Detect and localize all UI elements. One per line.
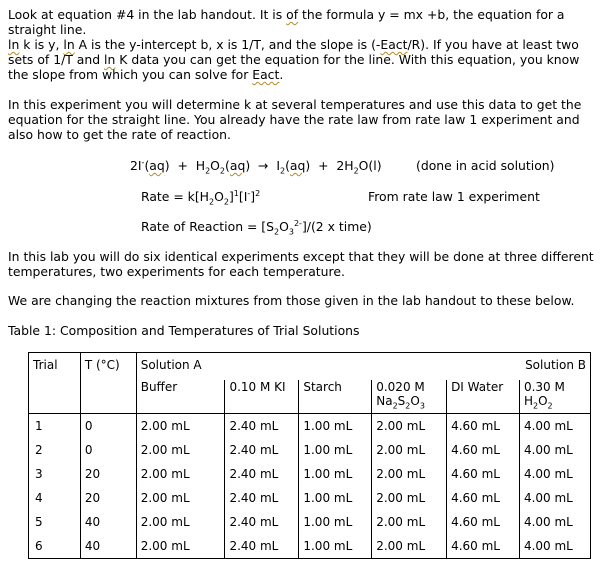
table-cell: 4.00 mL (519, 438, 590, 462)
table-cell: 4.00 mL (519, 534, 590, 559)
table-cell: 2.40 mL (225, 510, 299, 534)
table-cell: 4.60 mL (447, 414, 520, 439)
header-di-water: DI Water (447, 380, 520, 414)
header-solution-b: Solution B (525, 358, 586, 372)
table-cell: 3 (35, 467, 43, 481)
rate-of-reaction-formula: Rate of Reaction = $[S_2O_3^{2-}]/(2$ x time) (141, 218, 372, 237)
table-cell: 2 (35, 443, 43, 457)
table-row (29, 438, 591, 462)
table-cell: 4.60 mL (447, 510, 520, 534)
table-row (29, 510, 591, 534)
header-buffer: Buffer (136, 380, 225, 414)
table-row (29, 414, 591, 439)
paragraph-six-experiments: In this lab you will do six identical experiments except that they will be done at three different temperatures, two experiments for each temperature. (8, 249, 594, 279)
table-cell: 4 (35, 491, 43, 505)
header-starch: Starch (299, 380, 372, 414)
rate-law: Rate = $k[H_2O_2]^1[I^-]^2$ (141, 188, 261, 207)
table-cell: 2.00 mL (136, 438, 225, 462)
header-ki: 0.10 M KI (225, 380, 299, 414)
table-cell: 5 (35, 515, 43, 529)
table-cell: 2.40 mL (225, 414, 299, 439)
table-cell: 4.60 mL (447, 462, 520, 486)
table-cell: 2.00 mL (372, 486, 447, 510)
table-subheader-row (29, 380, 591, 414)
table-cell: 1 (35, 419, 43, 433)
table-cell: 2.40 mL (225, 486, 299, 510)
table-cell: 4.00 mL (519, 414, 590, 439)
header-solution-a: Solution A (136, 353, 519, 381)
composition-table (28, 352, 591, 559)
table-cell: 4.00 mL (519, 486, 590, 510)
header-temperature: T (°C) (80, 353, 136, 381)
table-cell: 2.00 mL (372, 414, 447, 439)
paragraph-experiment-overview: In this experiment you will determine k at several temperatures and use this data to get the equation for the straight line. You already have the rate law from rate law 1 experiment and also how to get the rate of reaction. (8, 97, 582, 142)
table-row (29, 534, 591, 559)
header-trial: Trial (33, 358, 58, 372)
header-thiosulfate: 0.020 M $Na_2S_2O_3$ (372, 380, 447, 414)
reaction-equation: $2I^-(aq) + H_2O_2(aq) \to I_2(aq) + 2H_2O(l)$ (130, 157, 382, 176)
table-cell: 0 (80, 414, 136, 439)
table-cell: 2.00 mL (372, 534, 447, 559)
table-cell: 2.40 mL (225, 534, 299, 559)
paragraph-changes: We are changing the reaction mixtures from those given in the lab handout to these below. (8, 293, 575, 308)
table-cell: 6 (35, 539, 43, 553)
table-cell: 2.00 mL (372, 510, 447, 534)
table-row (29, 462, 591, 486)
table-row (29, 486, 591, 510)
table-cell: 1.00 mL (299, 510, 372, 534)
table-cell: 4.60 mL (447, 534, 520, 559)
table-title: Table 1: Composition and Temperatures of Trial Solutions (8, 323, 360, 338)
table-cell: 2.00 mL (372, 462, 447, 486)
table-cell: 1.00 mL (299, 486, 372, 510)
table-cell: 1.00 mL (299, 534, 372, 559)
rate-law-note: From rate law 1 experiment (368, 189, 540, 204)
table-cell: 4.60 mL (447, 486, 520, 510)
table-cell: 2.00 mL (136, 414, 225, 439)
paragraph-equation-intro: Look at equation #4 in the lab handout. It is of the formula y = mx +b, the equation for a straight line. ln k is y, ln A is the y-intercept b, x is 1/T, and the slope is (-Eact/R). If you have at least two sets of 1/T and ln K data you can get the equation for the line. With this equation, you know the slope from which you can solve for Eact. (8, 7, 580, 82)
table-cell: 1.00 mL (299, 438, 372, 462)
table-cell: 1.00 mL (299, 414, 372, 439)
table-cell: 2.00 mL (136, 486, 225, 510)
table-cell: 40 (80, 510, 136, 534)
table-cell: 40 (80, 534, 136, 559)
table-cell: 4.60 mL (447, 438, 520, 462)
table-cell: 4.00 mL (519, 462, 590, 486)
table-header-row (29, 353, 591, 381)
header-peroxide: 0.30 M $H_2O_2$ (519, 380, 590, 414)
table-cell: 20 (80, 486, 136, 510)
table-cell: 2.00 mL (136, 462, 225, 486)
table-cell: 2.00 mL (372, 438, 447, 462)
table-cell: 2.00 mL (136, 510, 225, 534)
table-cell: 20 (80, 462, 136, 486)
table-cell: 4.00 mL (519, 510, 590, 534)
table-cell: 2.00 mL (136, 534, 225, 559)
table-cell: 1.00 mL (299, 462, 372, 486)
table-cell: 0 (80, 438, 136, 462)
reaction-condition-note: (done in acid solution) (416, 158, 555, 173)
table-cell: 2.40 mL (225, 462, 299, 486)
table-cell: 2.40 mL (225, 438, 299, 462)
